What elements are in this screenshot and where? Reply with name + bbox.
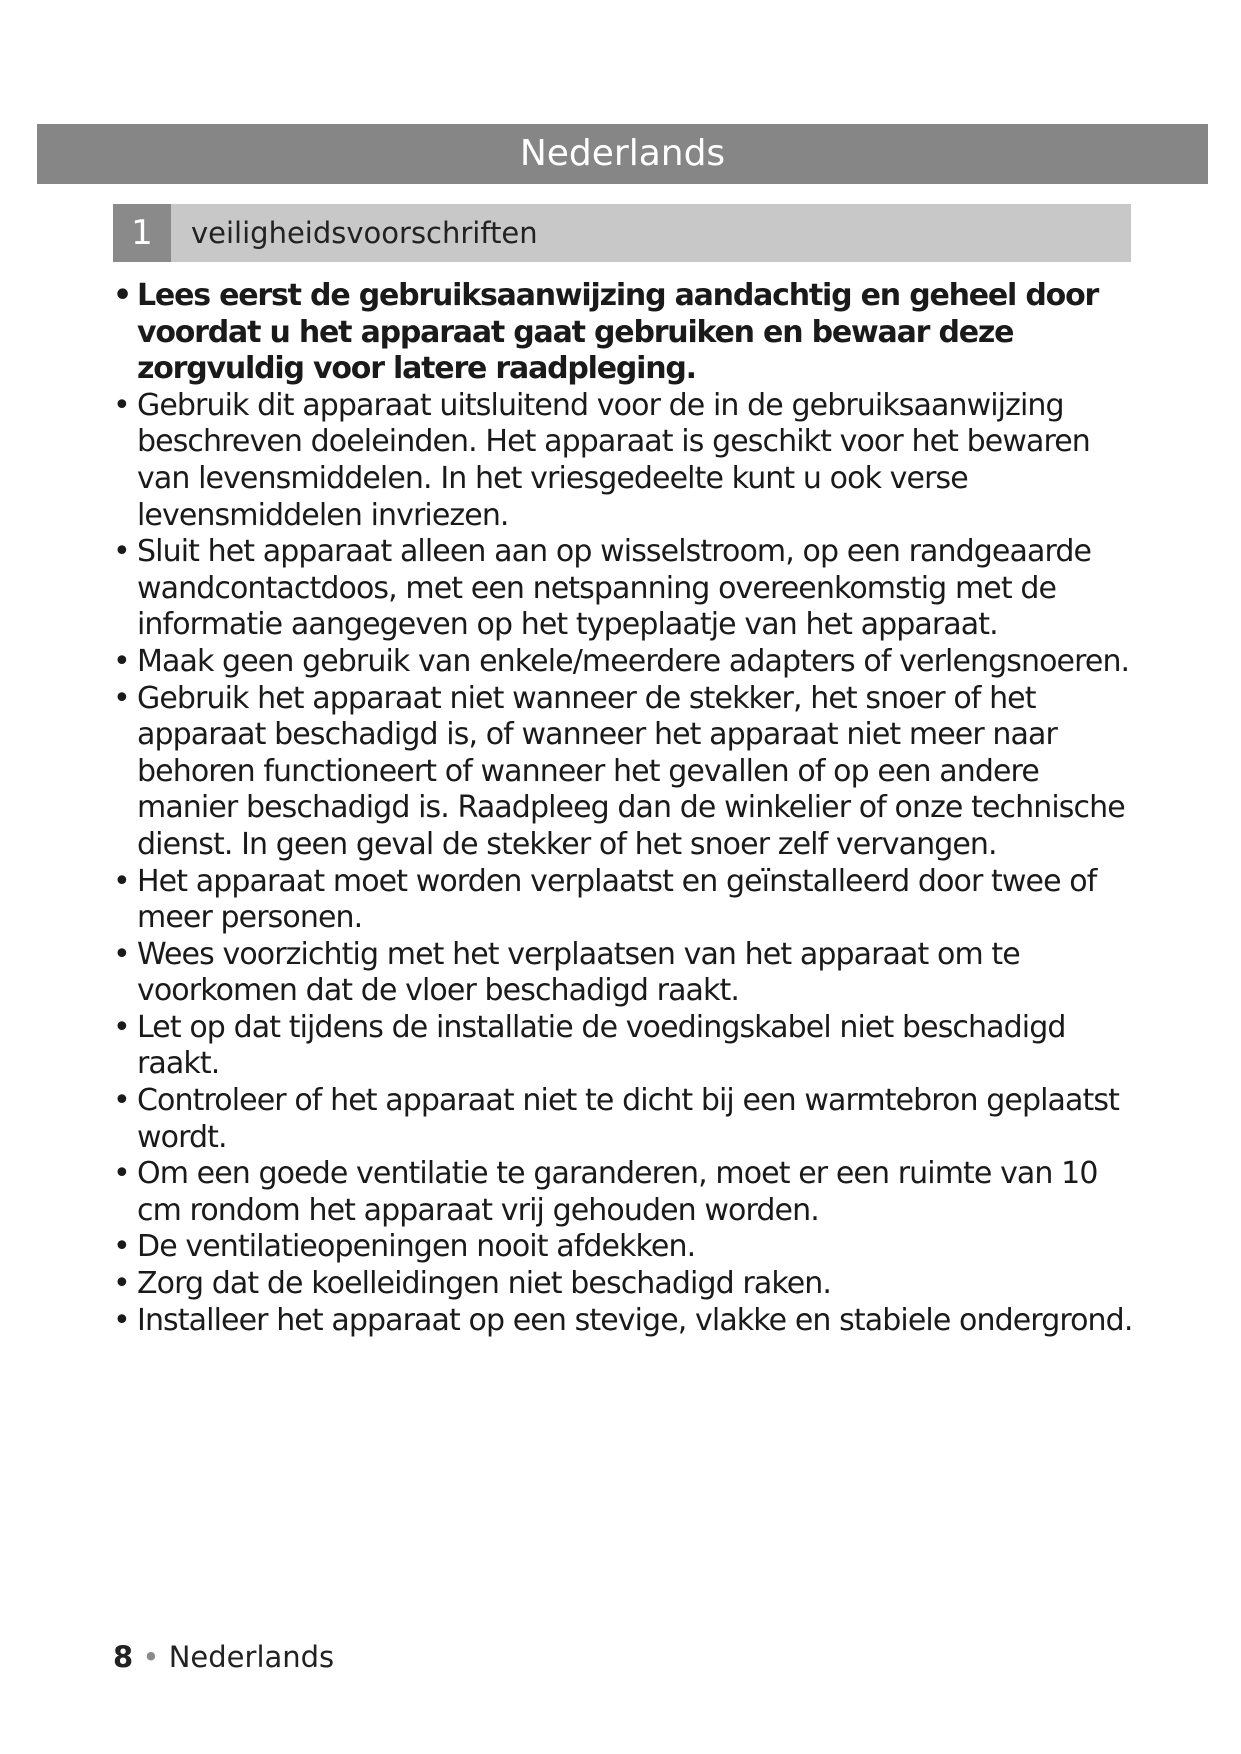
list-item-text: Controleer of het apparaat niet te dicht bij een warmtebron geplaatst wordt. xyxy=(137,1083,1119,1155)
list-item xyxy=(113,864,1133,937)
list-item xyxy=(113,681,1133,864)
list-item-text: Gebruik dit apparaat uitsluitend voor de in de gebruiksaanwijzing beschreven doeleinden. Het apparaat is geschikt voor het bewaren van levensmiddelen. In het vriesgedeelte kunt u ook verse levensmiddelen invriezen. xyxy=(137,387,1090,533)
bullet: • xyxy=(113,1302,130,1338)
footer-separator: • xyxy=(142,1640,160,1674)
list-item-text: Sluit het apparaat alleen aan op wisselstroom, op een randgeaarde wandcontactdoos, met een netspanning overeenkomstig met de informatie aangegeven op het typeplaatje van het apparaat. xyxy=(137,534,1092,643)
bullet: • xyxy=(113,1083,130,1119)
list-item-text: De ventilatieopeningen nooit afdekken. xyxy=(137,1229,696,1265)
list-item-text: Gebruik het apparaat niet wanneer de stekker, het snoer of het apparaat beschadigd is, of wanneer het apparaat niet meer naar behoren functioneert of wanneer het gevallen of op een andere manier beschadigd is. Raadpleeg dan de winkelier of onze technische dienst. In geen geval de stekker of het snoer zelf vervangen. xyxy=(137,680,1125,862)
language-banner: Nederlands xyxy=(37,124,1208,184)
page-number: 8 xyxy=(113,1640,134,1674)
section-title: veiligheidsvoorschriften xyxy=(191,216,538,250)
bullet: • xyxy=(113,387,130,423)
list-item-text: Lees eerst de gebruiksaanwijzing aandachtig en geheel door voordat u het apparaat gaat gebruiken en bewaar deze zorgvuldig voor latere raadpleging. xyxy=(137,278,1099,387)
list-item xyxy=(113,1303,1133,1340)
section-number: 1 xyxy=(113,204,171,262)
bullet: • xyxy=(113,680,130,716)
bullet: • xyxy=(113,863,130,899)
list-item xyxy=(113,937,1133,1010)
list-item-text: Wees voorzichtig met het verplaatsen van het apparaat om te voorkomen dat de vloer beschadigd raakt. xyxy=(137,936,1020,1009)
bullet: • xyxy=(113,936,130,972)
footer-language: Nederlands xyxy=(168,1640,335,1674)
bullet: • xyxy=(113,643,130,679)
bullet: • xyxy=(113,1009,130,1045)
bullet: • xyxy=(113,278,131,313)
bullet: • xyxy=(113,534,130,570)
bullet: • xyxy=(113,1156,130,1192)
page-footer xyxy=(113,1640,334,1674)
list-item xyxy=(113,388,1133,534)
bullet: • xyxy=(113,1229,130,1265)
list-item xyxy=(113,1229,1133,1266)
list-item xyxy=(113,534,1133,644)
list-item xyxy=(113,1156,1133,1229)
list-item-text: Installeer het apparaat op een stevige, vlakke en stabiele ondergrond. xyxy=(137,1302,1133,1338)
bullet: • xyxy=(113,1266,130,1302)
safety-list xyxy=(113,278,1133,1339)
list-item-text: Zorg dat de koelleidingen niet beschadigd raken. xyxy=(137,1266,832,1302)
list-item-text: Maak geen gebruik van enkele/meerdere adapters of verlengsnoeren. xyxy=(137,643,1130,679)
section-header xyxy=(113,204,1131,262)
list-item xyxy=(113,1010,1133,1083)
list-item xyxy=(113,1266,1133,1303)
list-item-text: Om een goede ventilatie te garanderen, moet er een ruimte van 10 cm rondom het apparaat vrij gehouden worden. xyxy=(137,1156,1098,1228)
list-item xyxy=(113,278,1133,388)
list-item xyxy=(113,644,1133,681)
list-item xyxy=(113,1083,1133,1156)
list-item-text: Het apparaat moet worden verplaatst en geïnstalleerd door twee of meer personen. xyxy=(137,863,1097,936)
list-item-text: Let op dat tijdens de installatie de voedingskabel niet beschadigd raakt. xyxy=(137,1009,1066,1082)
